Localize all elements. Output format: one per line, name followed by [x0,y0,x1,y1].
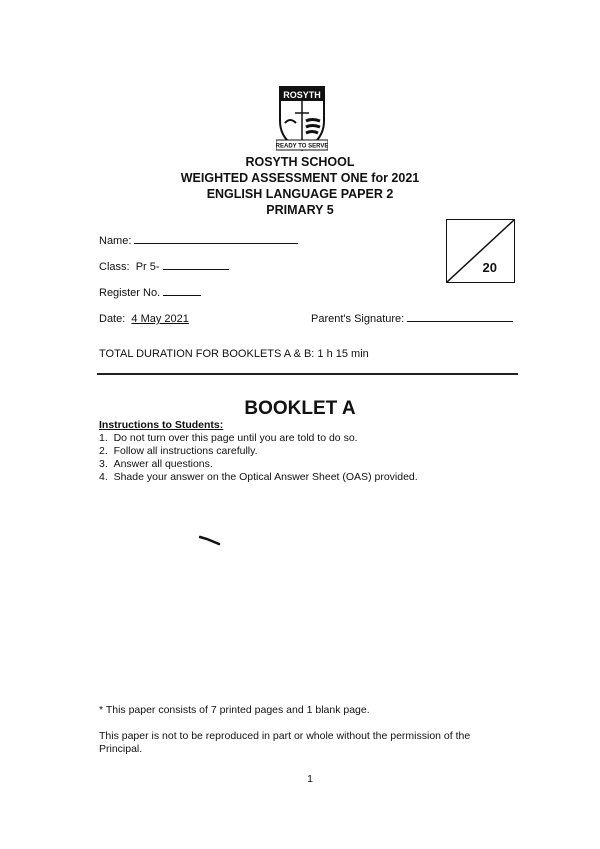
instruction-item: 2. Follow all instructions carefully. [99,445,258,457]
name-field [99,235,298,247]
school-name: ROSYTH SCHOOL [245,155,355,169]
divider-line [97,373,518,375]
school-crest-logo [276,83,328,153]
page-number: 1 [307,773,313,785]
crest-motto-text: READY TO SERVE [276,143,328,150]
paper-title: ENGLISH LANGUAGE PAPER 2 [206,187,394,201]
instructions-block [99,419,418,484]
score-diagonal-line [447,220,514,282]
name-label: Name: [99,235,132,247]
pages-note: * This paper consists of 7 printed pages and 1 blank page. [99,704,370,716]
date-label: Date: [99,313,126,325]
assessment-title: WEIGHTED ASSESSMENT ONE for 2021 [180,171,420,185]
level-title: PRIMARY 5 [266,203,334,217]
class-field [99,261,229,273]
instruction-item: 1. Do not turn over this page until you are told to do so. [99,432,358,444]
date-value: 4 May 2021 [131,313,189,325]
register-line [163,294,201,296]
signature-field [311,313,513,325]
class-label: Class: [99,261,130,273]
duration-text: TOTAL DURATION FOR BOOKLETS A & B: 1 h 15 min [99,348,369,360]
crest-top-text: ROSYTH [283,90,321,100]
name-line [134,242,298,244]
instruction-item: 3. Answer all questions. [99,458,213,470]
class-prefix: Pr 5- [135,261,160,273]
instruction-item: 4. Shade your answer on the Optical Answer Sheet (OAS) provided. [99,471,418,483]
signature-label: Parent's Signature: [311,313,405,325]
signature-line [407,320,513,322]
booklet-title: BOOKLET A [244,398,356,419]
score-box [446,219,515,283]
register-label: Register No. [99,287,161,299]
score-total: 20 [482,260,497,275]
instructions-heading: Instructions to Students: [99,419,224,431]
date-field [99,313,189,325]
copyright-note: This paper is not to be reproduced in part or whole without the permission of the Principal. [99,730,471,755]
class-line [163,268,229,270]
register-field [99,287,201,299]
pen-stroke-mark [199,533,223,547]
